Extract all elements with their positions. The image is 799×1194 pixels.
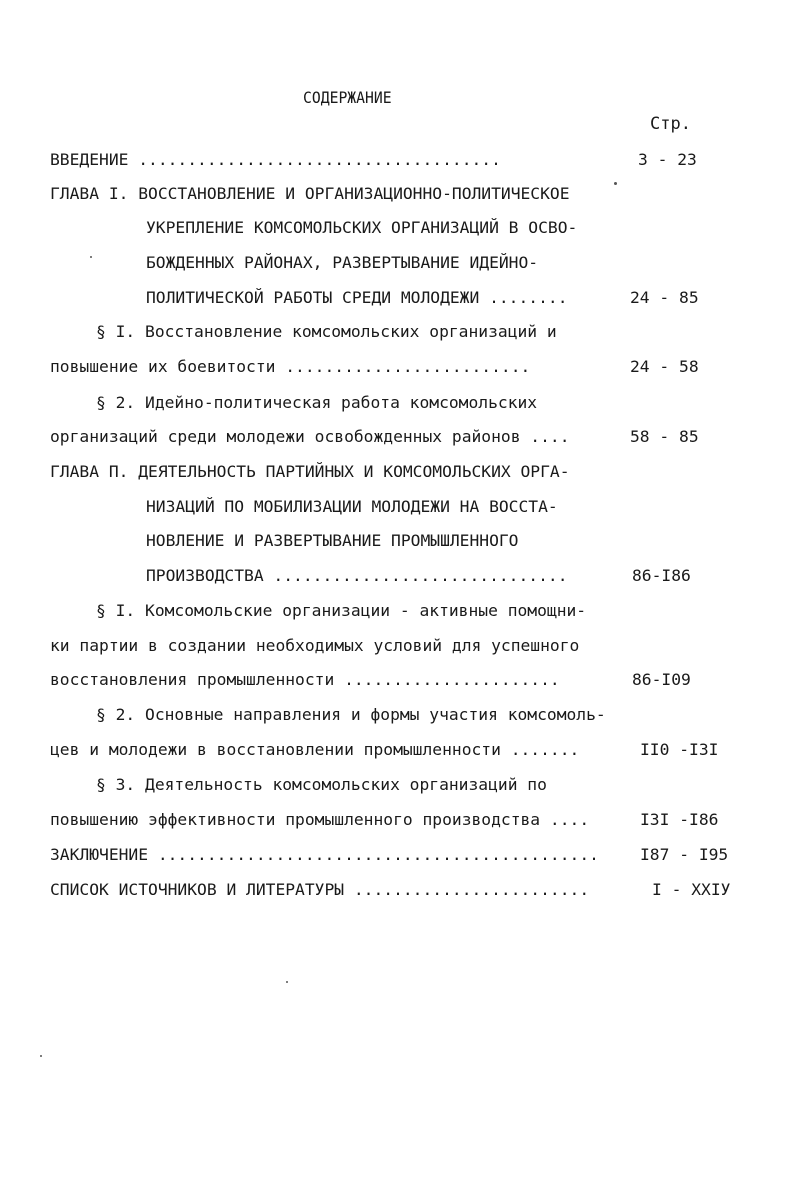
toc-entry-introduction: ВВЕДЕНИЕ ..................................... (50, 150, 501, 169)
toc-section-2-1-line-2: ки партии в создании необходимых условий для успешного (50, 636, 580, 655)
scan-speck (40, 1055, 42, 1057)
toc-section-2-3-line-2: повышению эффективности промышленного производства .... (50, 810, 590, 829)
toc-chapter-1-line-2: УКРЕПЛЕНИЕ КОМСОМОЛЬСКИХ ОРГАНИЗАЦИЙ В ОСВО- (146, 218, 578, 237)
scan-speck (90, 256, 92, 258)
toc-page-section-1-2: 58 - 85 (630, 427, 699, 446)
toc-chapter-2-line-2: НИЗАЦИЙ ПО МОБИЛИЗАЦИИ МОЛОДЕЖИ НА ВОССТА- (146, 497, 558, 516)
toc-page-conclusion: I87 - I95 (640, 845, 729, 864)
toc-section-1-1-line-1: § I. Восстановление комсомольских организаций и (96, 322, 557, 341)
toc-section-2-2-line-2: цев и молодежи в восстановлении промышленности ....... (50, 740, 580, 759)
toc-page-chapter-2: 86-I86 (632, 566, 691, 585)
toc-page-introduction: 3 - 23 (638, 150, 697, 169)
toc-chapter-2-line-3: НОВЛЕНИЕ И РАЗВЕРТЫВАНИЕ ПРОМЫШЛЕННОГО (146, 531, 519, 550)
toc-chapter-1-line-3: БОЖДЕННЫХ РАЙОНАХ, РАЗВЕРТЫВАНИЕ ИДЕЙНО- (146, 253, 539, 272)
scan-speck (286, 981, 288, 983)
toc-chapter-1-line-4: ПОЛИТИЧЕСКОЙ РАБОТЫ СРЕДИ МОЛОДЕЖИ ........ (146, 288, 568, 307)
toc-page-chapter-1: 24 - 85 (630, 288, 699, 307)
toc-page-section-2-2: II0 -I3I (640, 740, 719, 759)
toc-section-2-1-line-1: § I. Комсомольские организации - активные помощни- (96, 601, 587, 620)
toc-page-section-2-1: 86-I09 (632, 670, 691, 689)
page-title: СОДЕРЖАНИЕ (303, 88, 392, 107)
toc-entry-bibliography: СПИСОК ИСТОЧНИКОВ И ЛИТЕРАТУРЫ ........................ (50, 880, 590, 899)
toc-entry-conclusion: ЗАКЛЮЧЕНИЕ ............................................. (50, 845, 599, 864)
toc-page-section-2-3: I3I -I86 (640, 810, 719, 829)
toc-chapter-2-line-4: ПРОИЗВОДСТВА .............................. (146, 566, 568, 585)
toc-section-2-3-line-1: § 3. Деятельность комсомольских организаций по (96, 775, 547, 794)
toc-page-bibliography: I - XXIУ (652, 880, 731, 899)
toc-section-1-2-line-1: § 2. Идейно-политическая работа комсомольских (96, 393, 538, 412)
toc-section-2-2-line-1: § 2. Основные направления и формы участия комсомоль- (96, 705, 606, 724)
toc-section-1-2-line-2: организаций среди молодежи освобожденных районов .... (50, 427, 570, 446)
toc-section-2-1-line-3: восстановления промышленности ...................... (50, 670, 560, 689)
toc-chapter-1-line-1: ГЛАВА I. ВОССТАНОВЛЕНИЕ И ОРГАНИЗАЦИОННО-ПОЛИТИЧЕСКОЕ (50, 184, 570, 203)
scan-speck (614, 182, 617, 185)
toc-section-1-1-line-2: повышение их боевитости ......................... (50, 357, 531, 376)
page-column-header: Стр. (650, 114, 691, 134)
toc-chapter-2-line-1: ГЛАВА П. ДЕЯТЕЛЬНОСТЬ ПАРТИЙНЫХ И КОМСОМОЛЬСКИХ ОРГА- (50, 462, 570, 481)
toc-page-section-1-1: 24 - 58 (630, 357, 699, 376)
